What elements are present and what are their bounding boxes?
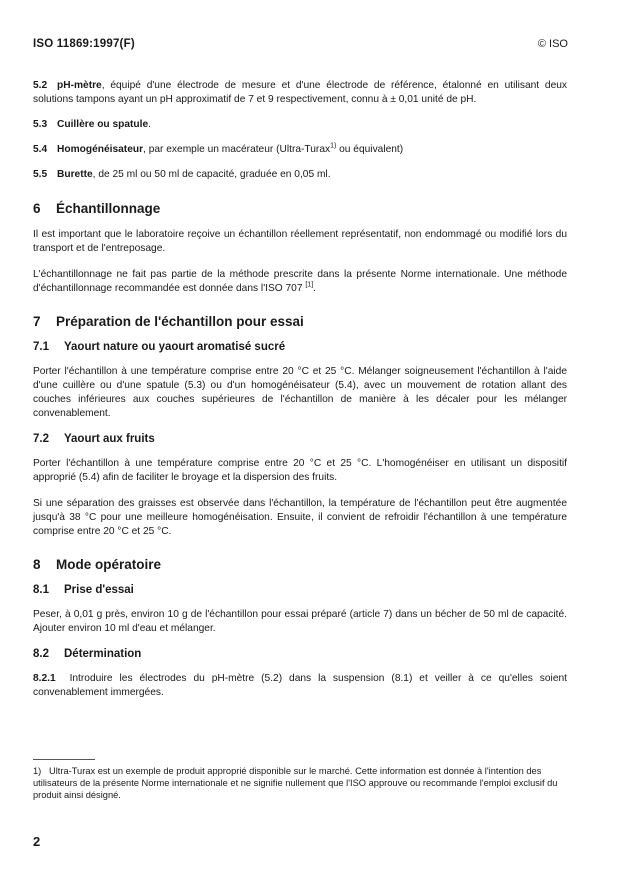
clause-number: 5.3	[33, 119, 48, 130]
footnote-ref: 1)	[330, 142, 337, 150]
paragraph-end: .	[313, 283, 316, 294]
clause-5-2	[33, 79, 567, 107]
section-number: 7	[33, 314, 41, 329]
subsection-8-1-heading	[33, 584, 567, 596]
section-number: 8	[33, 557, 41, 572]
subsection-8-2-heading	[33, 648, 567, 660]
section-number: 6	[33, 201, 41, 216]
subsection-8-1-paragraph: Peser, à 0,01 g près, environ 10 g de l'échantillon pour essai préparé (article 7) dans un bécher de 50 ml de capacité. Ajouter environ 10 ml d'eau et mélanger.	[33, 609, 567, 634]
section-title: Mode opératoire	[56, 557, 162, 572]
subsection-title: Prise d'essai	[64, 584, 134, 596]
header-copyright: © ISO	[537, 38, 568, 50]
clause-5-5	[33, 168, 567, 182]
bibliography-ref: [1]	[305, 281, 314, 289]
header-standard-id: ISO 11869:1997(F)	[33, 38, 135, 50]
subsection-title: Yaourt nature ou yaourt aromatisé sucré	[64, 341, 286, 353]
footnote-text: Ultra-Turax est un exemple de produit approprié disponible sur le marché. Cette information est donnée à l'intention des utilisateurs de la présente Norme internationale et ne signifie nullement que l'ISO approuve ou recommande l'emploi exclusif du produit ainsi désigné.	[33, 766, 558, 800]
subsection-7-2-paragraph-1: Porter l'échantillon à une température comprise entre 20 °C et 25 °C. L'homogénéiser en utilisant un dispositif approprié (5.4) afin de faciliter le broyage et la dispersion des fruits.	[33, 458, 567, 483]
clause-number: 5.5	[33, 169, 48, 180]
clause-text: , équipé d'une électrode de mesure et d'une électrode de référence, étalonné en utilisant deux solutions tampons ayant un pH approximatif de 7 et 9 respectivement, connu à ± 0,01 unité de pH.	[33, 80, 567, 105]
clause-text: , de 25 ml ou 50 ml de capacité, graduée en 0,05 ml.	[92, 169, 331, 180]
subsection-number: 7.1	[33, 341, 49, 353]
section-title: Échantillonnage	[56, 201, 161, 216]
clause-5-3	[33, 118, 567, 132]
clause-text: .	[148, 119, 151, 130]
paragraph-text: L'échantillonnage ne fait pas partie de la méthode prescrite dans la présente Norme internationale. Une méthode d'échantillonnage recommandée est donnée dans l'ISO 707	[33, 269, 567, 294]
footnote-separator	[33, 759, 95, 760]
clause-text-after: ou équivalent)	[336, 144, 404, 155]
main-content	[33, 79, 567, 700]
subsection-number: 8.1	[33, 584, 49, 596]
clause-number: 8.2.1	[33, 673, 56, 684]
clause-number: 5.4	[33, 144, 48, 155]
subsection-number: 8.2	[33, 648, 49, 660]
clause-8-2-1	[33, 672, 567, 700]
subsection-7-1-heading	[33, 341, 567, 353]
section-6-paragraph-2	[33, 268, 567, 296]
footnote-marker: 1)	[33, 766, 42, 776]
section-6-heading	[33, 201, 567, 216]
subsection-title: Détermination	[64, 648, 142, 660]
section-8-heading	[33, 557, 567, 572]
subsection-7-2-paragraph-2: Si une séparation des graisses est observée dans l'échantillon, la température de l'échantillon peut être augmentée jusqu'à 38 °C pour une meilleure homogénéisation. Ensuite, il convient de refroidir l'échantillon à une température comprise entre 20 °C et 25 °C.	[33, 498, 567, 537]
page-number: 2	[33, 834, 41, 849]
clause-term: Homogénéisateur	[57, 144, 144, 155]
clause-number: 5.2	[33, 80, 48, 91]
clause-term: pH-mètre	[57, 80, 102, 91]
clause-term: Burette	[57, 169, 93, 180]
section-6-paragraph-1: Il est important que le laboratoire reçoive un échantillon réellement représentatif, non endommagé ou modifié lors du transport et de l'entreposage.	[33, 229, 567, 254]
section-7-heading	[33, 314, 567, 329]
clause-term: Cuillère ou spatule	[57, 119, 149, 130]
subsection-number: 7.2	[33, 433, 49, 445]
clause-text: , par exemple un macérateur (Ultra-Turax	[143, 144, 331, 155]
section-title: Préparation de l'échantillon pour essai	[56, 314, 304, 329]
subsection-7-1-paragraph: Porter l'échantillon à une température comprise entre 20 °C et 25 °C. Mélanger soigneusement l'échantillon à l'aide d'une cuillère ou d'une spatule (5.3) ou d'un homogénéisateur (5.4), avec un mouvement de rotation allant des couches inférieures aux couches supérieures de l'échantillon de manière à les décaler pour les mélanger convenablement.	[33, 366, 567, 419]
clause-text: Introduire les électrodes du pH-mètre (5.2) dans la suspension (8.1) et veiller à ce qu'elles soient convenablement immergées.	[33, 673, 567, 698]
subsection-7-2-heading	[33, 433, 567, 445]
subsection-title: Yaourt aux fruits	[64, 433, 155, 445]
clause-5-4	[33, 143, 567, 157]
footnote	[33, 765, 567, 801]
